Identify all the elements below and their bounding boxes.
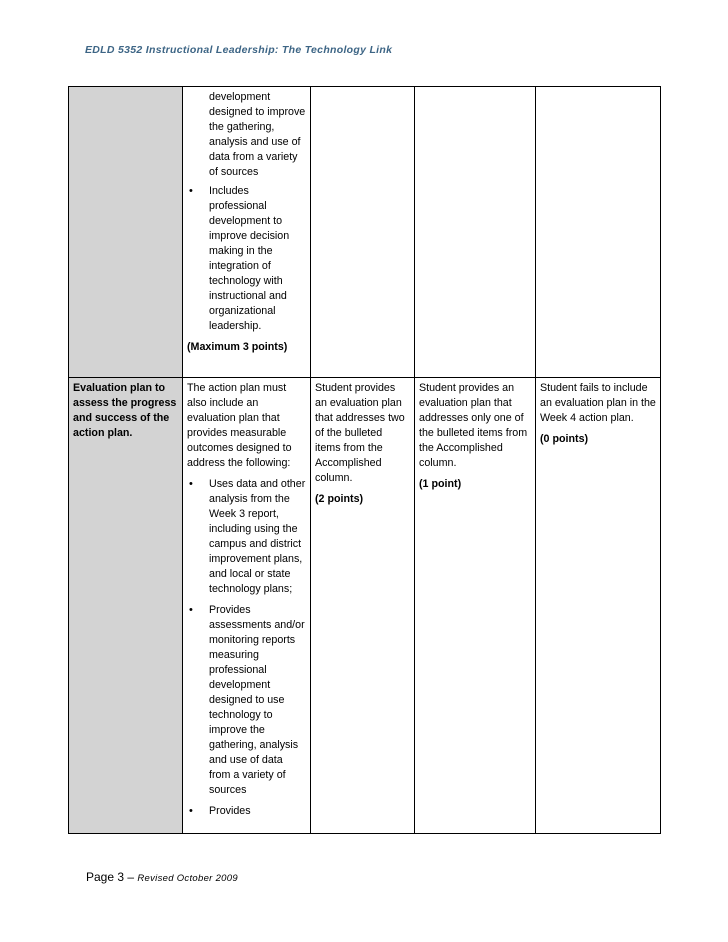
- bullet-text: development designed to improve the gathering, analysis and use of data from a variety of sources: [209, 91, 306, 178]
- bullet-text: Provides assessments and/or monitoring reports measuring professional development designed to use technology to improve the gathering, analysis and use of data from a variety of sources: [209, 604, 305, 796]
- bullet-icon: •: [189, 185, 193, 197]
- accomplished-cell: [183, 87, 311, 378]
- points-label: (Maximum 3 points): [187, 341, 288, 353]
- list-item: [187, 804, 306, 819]
- list-item: [187, 477, 306, 597]
- list-item: [187, 184, 306, 334]
- criterion-cell: Evaluation plan to assess the progress and success of the action plan.: [69, 378, 183, 834]
- document-header: EDLD 5352 Instructional Leadership: The Technology Link: [85, 44, 393, 56]
- points-label: (1 point): [419, 478, 462, 490]
- bullet-text: Uses data and other analysis from the Week 3 report, including using the campus and district improvement plans, and local or state technology plans;: [209, 478, 306, 595]
- empty-cell: [536, 87, 661, 378]
- rubric-table: [68, 86, 661, 834]
- cell-description: Student fails to include an evaluation plan in the Week 4 action plan.: [540, 382, 656, 424]
- table-row: [69, 378, 661, 834]
- cell-description: Student provides an evaluation plan that addresses two of the bulleted items from the Accomplished column.: [315, 382, 405, 484]
- empty-cell: [415, 87, 536, 378]
- bullet-icon: •: [189, 805, 193, 817]
- cell-description: Student provides an evaluation plan that addresses only one of the bulleted items from the Accomplished column.: [419, 382, 528, 469]
- accomplished-cell: [183, 378, 311, 834]
- bullet-text: Includes professional development to improve decision making in the integration of technology with instructional and organizational leadership.: [209, 185, 290, 332]
- criterion-cell-empty: [69, 87, 183, 378]
- page-footer: [86, 870, 238, 884]
- list-item: [187, 603, 306, 798]
- bullet-continuation: [187, 90, 306, 180]
- developing-cell: [415, 378, 536, 834]
- proficient-cell: [311, 378, 415, 834]
- table-row: [69, 87, 661, 378]
- bullet-icon: •: [189, 478, 193, 490]
- bullet-text: Provides: [209, 805, 251, 817]
- points-label: (0 points): [540, 433, 589, 445]
- accomplished-intro: The action plan must also include an evaluation plan that provides measurable outcomes designed to address the following:: [187, 382, 292, 469]
- points-label: (2 points): [315, 493, 364, 505]
- revised-date: Revised October 2009: [137, 873, 238, 884]
- unsatisfactory-cell: [536, 378, 661, 834]
- empty-cell: [311, 87, 415, 378]
- bullet-icon: •: [189, 604, 193, 616]
- page-number: Page 3 –: [86, 870, 138, 884]
